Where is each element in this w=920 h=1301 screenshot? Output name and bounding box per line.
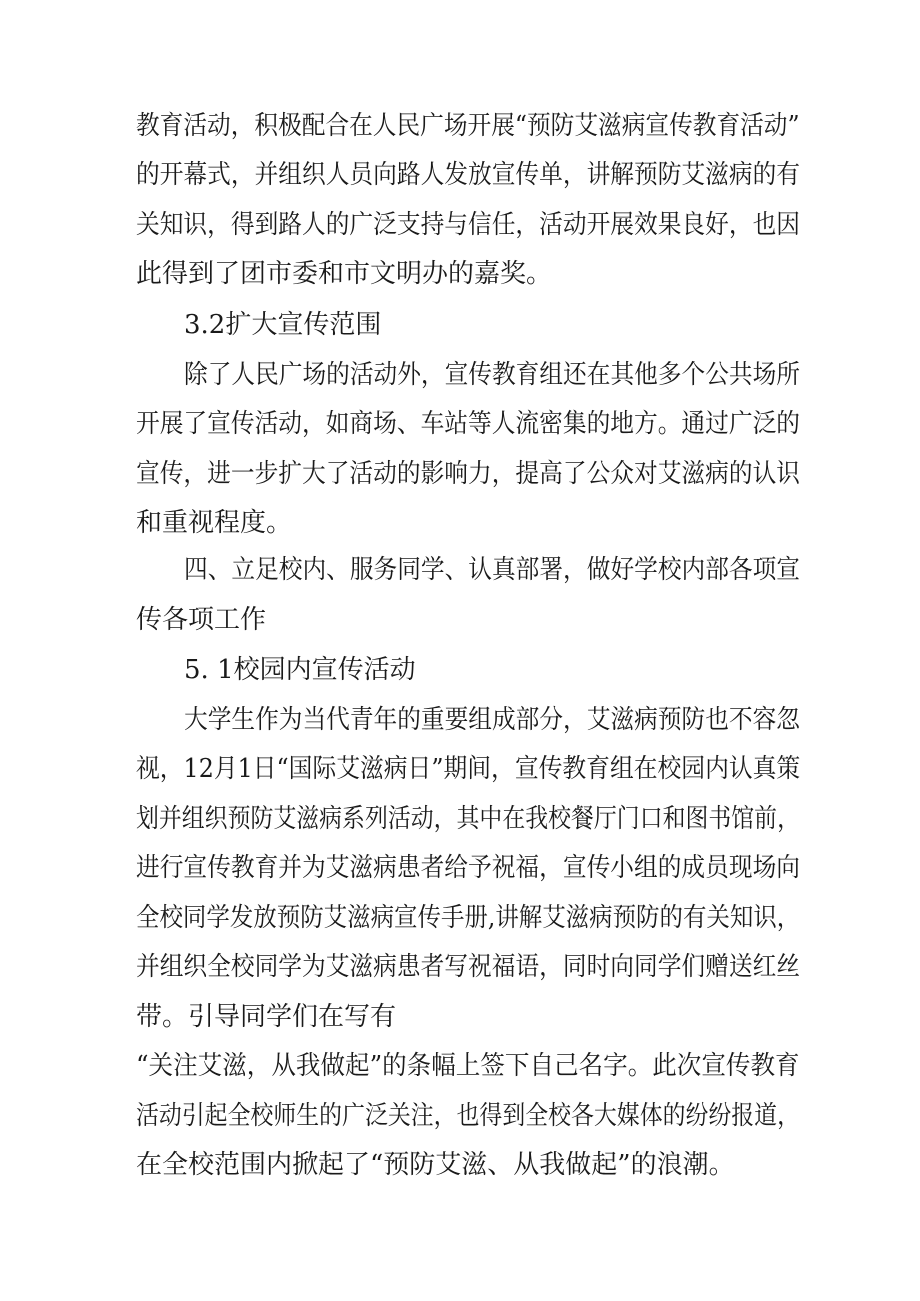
paragraph-line: 和重视程度。 <box>136 508 293 538</box>
paragraph-line: 活动引起全校师生的广泛关注，也得到全校各大媒体的纷纷报道， <box>136 1101 800 1131</box>
paragraph-line: 带。引导同学们在写有 <box>136 1002 397 1032</box>
section-heading-5-1: 5. 1校园内宣传活动 <box>184 655 416 685</box>
paragraph-line: 并组织全校同学为艾滋病患者写祝福语，同时向同学们赠送红丝 <box>136 952 801 982</box>
paragraph-line: 全校同学发放预防艾滋病宣传手册,讲解艾滋病预防的有关知识， <box>136 903 801 933</box>
paragraph-line: 教育活动，积极配合在人民广场开展“预防艾滋病宣传教育活动” <box>136 111 800 141</box>
paragraph-line: “关注艾滋，从我做起”的条幅上签下自己名字。此次宣传教育 <box>136 1051 800 1081</box>
paragraph-line: 关知识，得到路人的广泛支持与信任，活动开展效果良好，也因 <box>136 210 801 240</box>
paragraph-line: 宣传，进一步扩大了活动的影响力，提高了公众对艾滋病的认识 <box>136 459 801 489</box>
paragraph-line: 大学生作为当代青年的重要组成部分，艾滋病预防也不容忽 <box>184 705 800 735</box>
chapter-heading-four-continued: 传各项工作 <box>136 605 267 635</box>
paragraph-line: 除了人民广场的活动外，宣传教育组还在其他多个公共场所 <box>184 360 800 390</box>
chapter-heading-four: 四、立足校内、服务同学、认真部署，做好学校内部各项宣 <box>184 555 800 585</box>
paragraph-line: 划并组织预防艾滋病系列活动，其中在我校餐厅门口和图书馆前， <box>136 804 800 834</box>
paragraph-line: 进行宣传教育并为艾滋病患者给予祝福，宣传小组的成员现场向 <box>136 853 801 883</box>
paragraph-line: 开展了宣传活动，如商场、车站等人流密集的地方。通过广泛的 <box>136 409 801 439</box>
section-heading-3-2: 3.2扩大宣传范围 <box>184 310 382 340</box>
paragraph-line: 此得到了团市委和市文明办的嘉奖。 <box>136 259 553 289</box>
paragraph-line: 在全校范围内掀起了“预防艾滋、从我做起”的浪潮。 <box>136 1150 735 1180</box>
paragraph-line: 视，12月1日“国际艾滋病日”期间，宣传教育组在校园内认真策 <box>136 754 801 784</box>
paragraph-line: 的开幕式，并组织人员向路人发放宣传单，讲解预防艾滋病的有 <box>136 160 801 190</box>
